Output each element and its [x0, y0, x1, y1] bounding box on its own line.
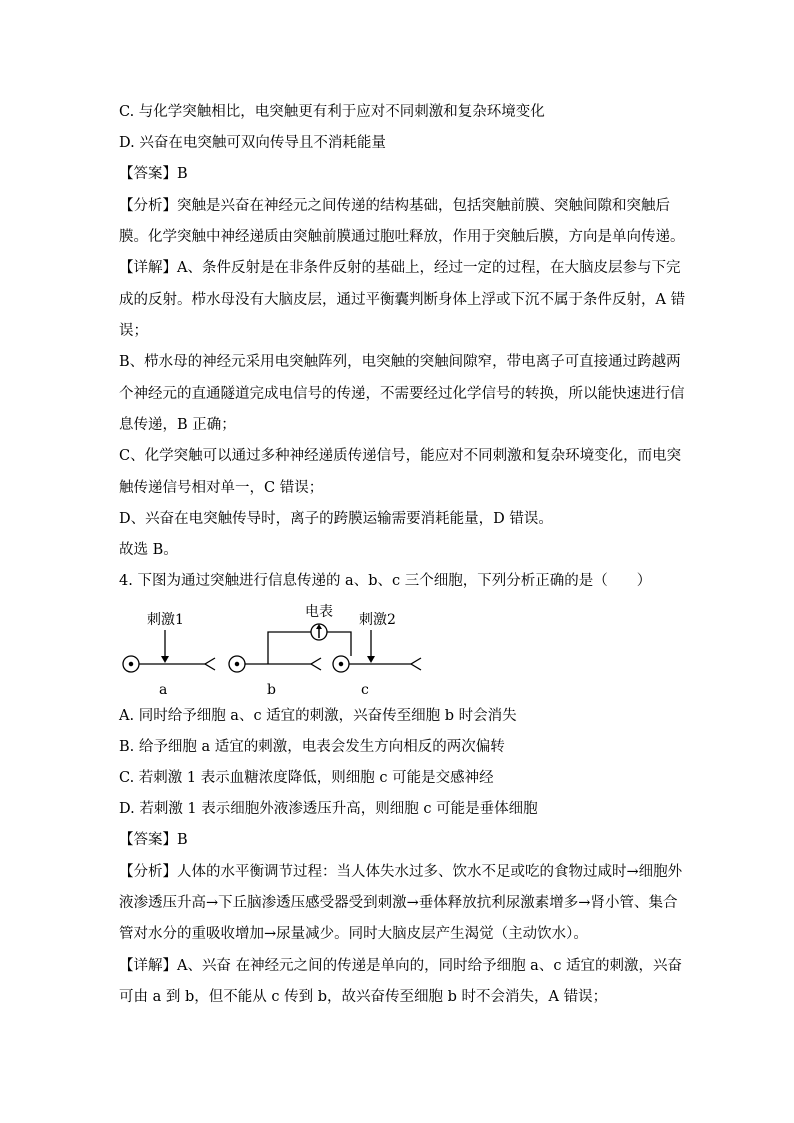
- conclusion-line: 故选 B。: [119, 542, 178, 558]
- cell-b-label: b: [267, 682, 276, 698]
- explanation-line: 【详解】A、条件反射是在非条件反射的基础上，经过一定的过程，在大脑皮层参与下完: [119, 260, 681, 276]
- option-d: D. 若刺激 1 表示细胞外液渗透压升高，则细胞 c 可能是垂体细胞: [119, 801, 538, 817]
- option-b: B. 给予细胞 a 适宜的刺激，电表会发生方向相反的两次偏转: [119, 739, 505, 755]
- option-a: A. 同时给予细胞 a、c 适宜的刺激，兴奋传至细胞 b 时会消失: [119, 708, 517, 724]
- option-d-line: D. 兴奋在电突触可双向传导且不消耗能量: [119, 135, 386, 151]
- explanation-line: 成的反射。栉水母没有大脑皮层，通过平衡囊判断身体上浮或下沉不属于条件反射，A 错: [119, 292, 686, 308]
- explanation-line: B、栉水母的神经元采用电突触阵列，电突触的突触间隙窄，带电离子可直接通过跨越两: [119, 354, 681, 370]
- analysis-line: 膜。化学突触中神经递质由突触前膜通过胞吐释放，作用于突触后膜，方向是单向传递。: [119, 229, 685, 245]
- answer-line: 【答案】B: [119, 166, 188, 182]
- stimulus-1-arrow: [161, 630, 169, 663]
- cell-a: [123, 656, 215, 672]
- meter-wires: [268, 632, 351, 664]
- cell-c: [333, 656, 421, 672]
- explanation-line: 误；: [119, 323, 148, 339]
- stimulus-2-label: 刺激2: [359, 612, 396, 628]
- explanation-line: 触传递信号相对单一，C 错误；: [119, 480, 324, 496]
- question-4-stem: 4. 下图为通过突触进行信息传递的 a、b、c 三个细胞，下列分析正确的是（ ）: [119, 573, 652, 589]
- explanation-line: 个神经元的直通隧道完成电信号的传递，不需要经过化学信号的转换，所以能快速进行信: [119, 386, 685, 402]
- meter-icon: [311, 624, 327, 640]
- cell-c-label: c: [361, 682, 369, 698]
- meter-label: 电表: [305, 604, 333, 620]
- synapse-diagram: [115, 600, 435, 700]
- analysis-line: 管对水分的重吸收增加→尿量减少。同时大脑皮层产生渴觉（主动饮水）。: [119, 926, 588, 942]
- stimulus-2-arrow: [367, 630, 375, 663]
- answer-line: 【答案】B: [119, 832, 188, 848]
- explanation-line: D、兴奋在电突触传导时，离子的跨膜运输需要消耗能量，D 错误。: [119, 511, 553, 527]
- analysis-line: 液渗透压升高→下丘脑渗透压感受器受到刺激→垂体释放抗利尿激素增多→肾小管、集合: [119, 895, 678, 911]
- explanation-line: 可由 a 到 b，但不能从 c 传到 b，故兴奋传至细胞 b 时不会消失，A 错误；: [119, 989, 608, 1005]
- cell-a-label: a: [159, 682, 168, 698]
- cell-b: [229, 656, 321, 672]
- explanation-line: C、化学突触可以通过多种神经递质传递信号，能应对不同刺激和复杂环境变化，而电突: [119, 448, 682, 464]
- option-c-line: C. 与化学突触相比，电突触更有利于应对不同刺激和复杂环境变化: [119, 104, 545, 120]
- analysis-line: 【分析】突触是兴奋在神经元之间传递的结构基础，包括突触前膜、突触间隙和突触后: [119, 198, 670, 214]
- explanation-line: 【详解】A、兴奋 在神经元之间的传递是单向的，同时给予细胞 a、c 适宜的刺激，兴奋: [119, 958, 683, 974]
- option-c: C. 若刺激 1 表示血糖浓度降低，则细胞 c 可能是交感神经: [119, 770, 494, 786]
- analysis-line: 【分析】人体的水平衡调节过程：当人体失水过多、饮水不足或吃的食物过咸时→细胞外: [119, 864, 683, 880]
- stimulus-1-label: 刺激1: [147, 612, 184, 628]
- explanation-line: 息传递，B 正确；: [119, 417, 236, 433]
